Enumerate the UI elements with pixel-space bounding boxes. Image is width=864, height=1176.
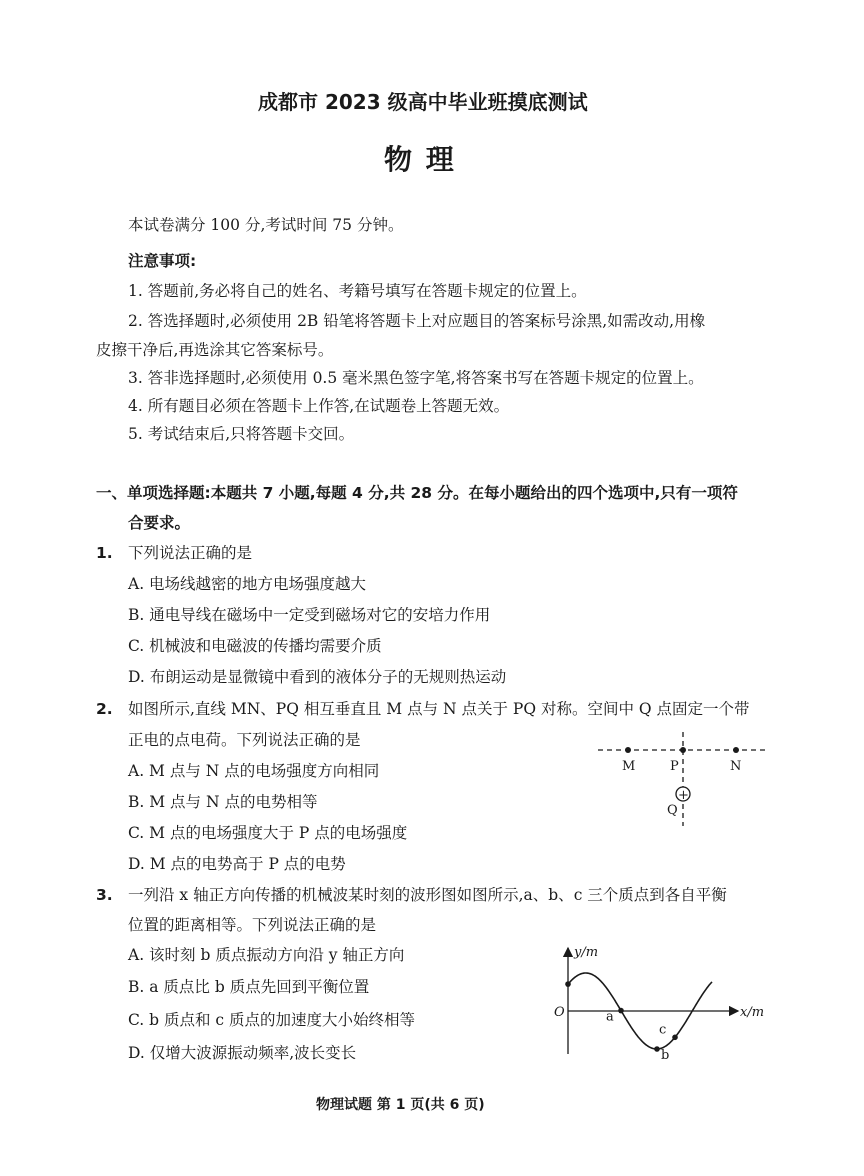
notice-item: 2. 答选择题时,必须使用 2B 铅笔将答题卡上对应题目的答案标号涂黑,如需改动,用橡 [128,312,706,330]
charge-sign: + [678,788,689,803]
question-stem: 下列说法正确的是 [128,544,253,562]
notice-item: 4. 所有题目必须在答题卡上作答,在试题卷上答题无效。 [128,397,510,415]
label-p: P [670,759,679,774]
section-heading: 一、单项选择题:本题共 7 小题,每题 4 分,共 28 分。在每小题给出的四个选项中,只有一项符 [96,484,738,502]
notice-item: 3. 答非选择题时,必须使用 0.5 毫米黑色签字笔,将答案书写在答题卡规定的位置上。 [128,369,704,387]
intro-text: 本试卷满分 100 分,考试时间 75 分钟。 [128,216,404,234]
notice-item: 5. 考试结束后,只将答题卡交回。 [128,425,355,443]
option-d: D. 布朗运动是显微镜中看到的液体分子的无规则热运动 [128,668,507,686]
option-d: D. M 点的电势高于 P 点的电势 [128,855,346,873]
page-footer: 物理试题 第 1 页(共 6 页) [316,1097,485,1113]
question-number: 1. [96,544,113,562]
wave-figure [550,940,780,1060]
label-m: M [622,759,636,774]
question-stem-continuation: 正电的点电荷。下列说法正确的是 [128,731,361,749]
point-b [654,1046,660,1052]
point-p [680,747,686,753]
option-a: A. 电场线越密的地方电场强度越大 [128,575,367,593]
question-stem: 一列沿 x 轴正方向传播的机械波某时刻的波形图如图所示,a、b、c 三个质点到各自平衡 [128,886,727,904]
label-b: b [661,1048,670,1060]
notice-heading: 注意事项: [128,252,197,270]
question-stem: 如图所示,直线 MN、PQ 相互垂直且 M 点与 N 点关于 PQ 对称。空间中 Q 点固定一个带 [128,700,750,718]
option-c: C. b 质点和 c 质点的加速度大小始终相等 [128,1011,416,1029]
option-a: A. M 点与 N 点的电场强度方向相同 [128,762,380,780]
notice-item-continuation: 皮擦干净后,再选涂其它答案标号。 [96,341,334,359]
y-axis-label: y/m [574,945,599,960]
label-n: N [730,759,742,774]
mn-pq-figure [596,730,774,830]
notice-item: 1. 答题前,务必将自己的姓名、考籍号填写在答题卡规定的位置上。 [128,282,587,300]
question-number: 2. [96,700,113,718]
question-stem-continuation: 位置的距离相等。下列说法正确的是 [128,916,377,934]
option-b: B. M 点与 N 点的电势相等 [128,793,318,811]
label-q: Q [667,803,678,818]
point-c [672,1035,678,1041]
label-c: c [659,1022,667,1038]
option-c: C. 机械波和电磁波的传播均需要介质 [128,637,382,655]
point-m [625,747,631,753]
x-axis-label: x/m [740,1005,765,1020]
subject-title: 物 理 [384,143,456,176]
exam-title: 成都市 2023 级高中毕业班摸底测试 [258,90,588,114]
question-number: 3. [96,886,113,904]
option-d: D. 仅增大波源振动频率,波长变长 [128,1044,357,1062]
option-b: B. 通电导线在磁场中一定受到磁场对它的安培力作用 [128,606,491,624]
point-a [618,1008,624,1014]
option-a: A. 该时刻 b 质点振动方向沿 y 轴正方向 [128,946,405,964]
option-b: B. a 质点比 b 质点先回到平衡位置 [128,978,370,996]
point-n [733,747,739,753]
wave-y-intercept-dot [565,981,571,987]
section-heading-continuation: 合要求。 [128,514,191,532]
option-c: C. M 点的电场强度大于 P 点的电场强度 [128,824,408,842]
label-a: a [606,1009,614,1025]
origin-label: O [554,1005,565,1020]
